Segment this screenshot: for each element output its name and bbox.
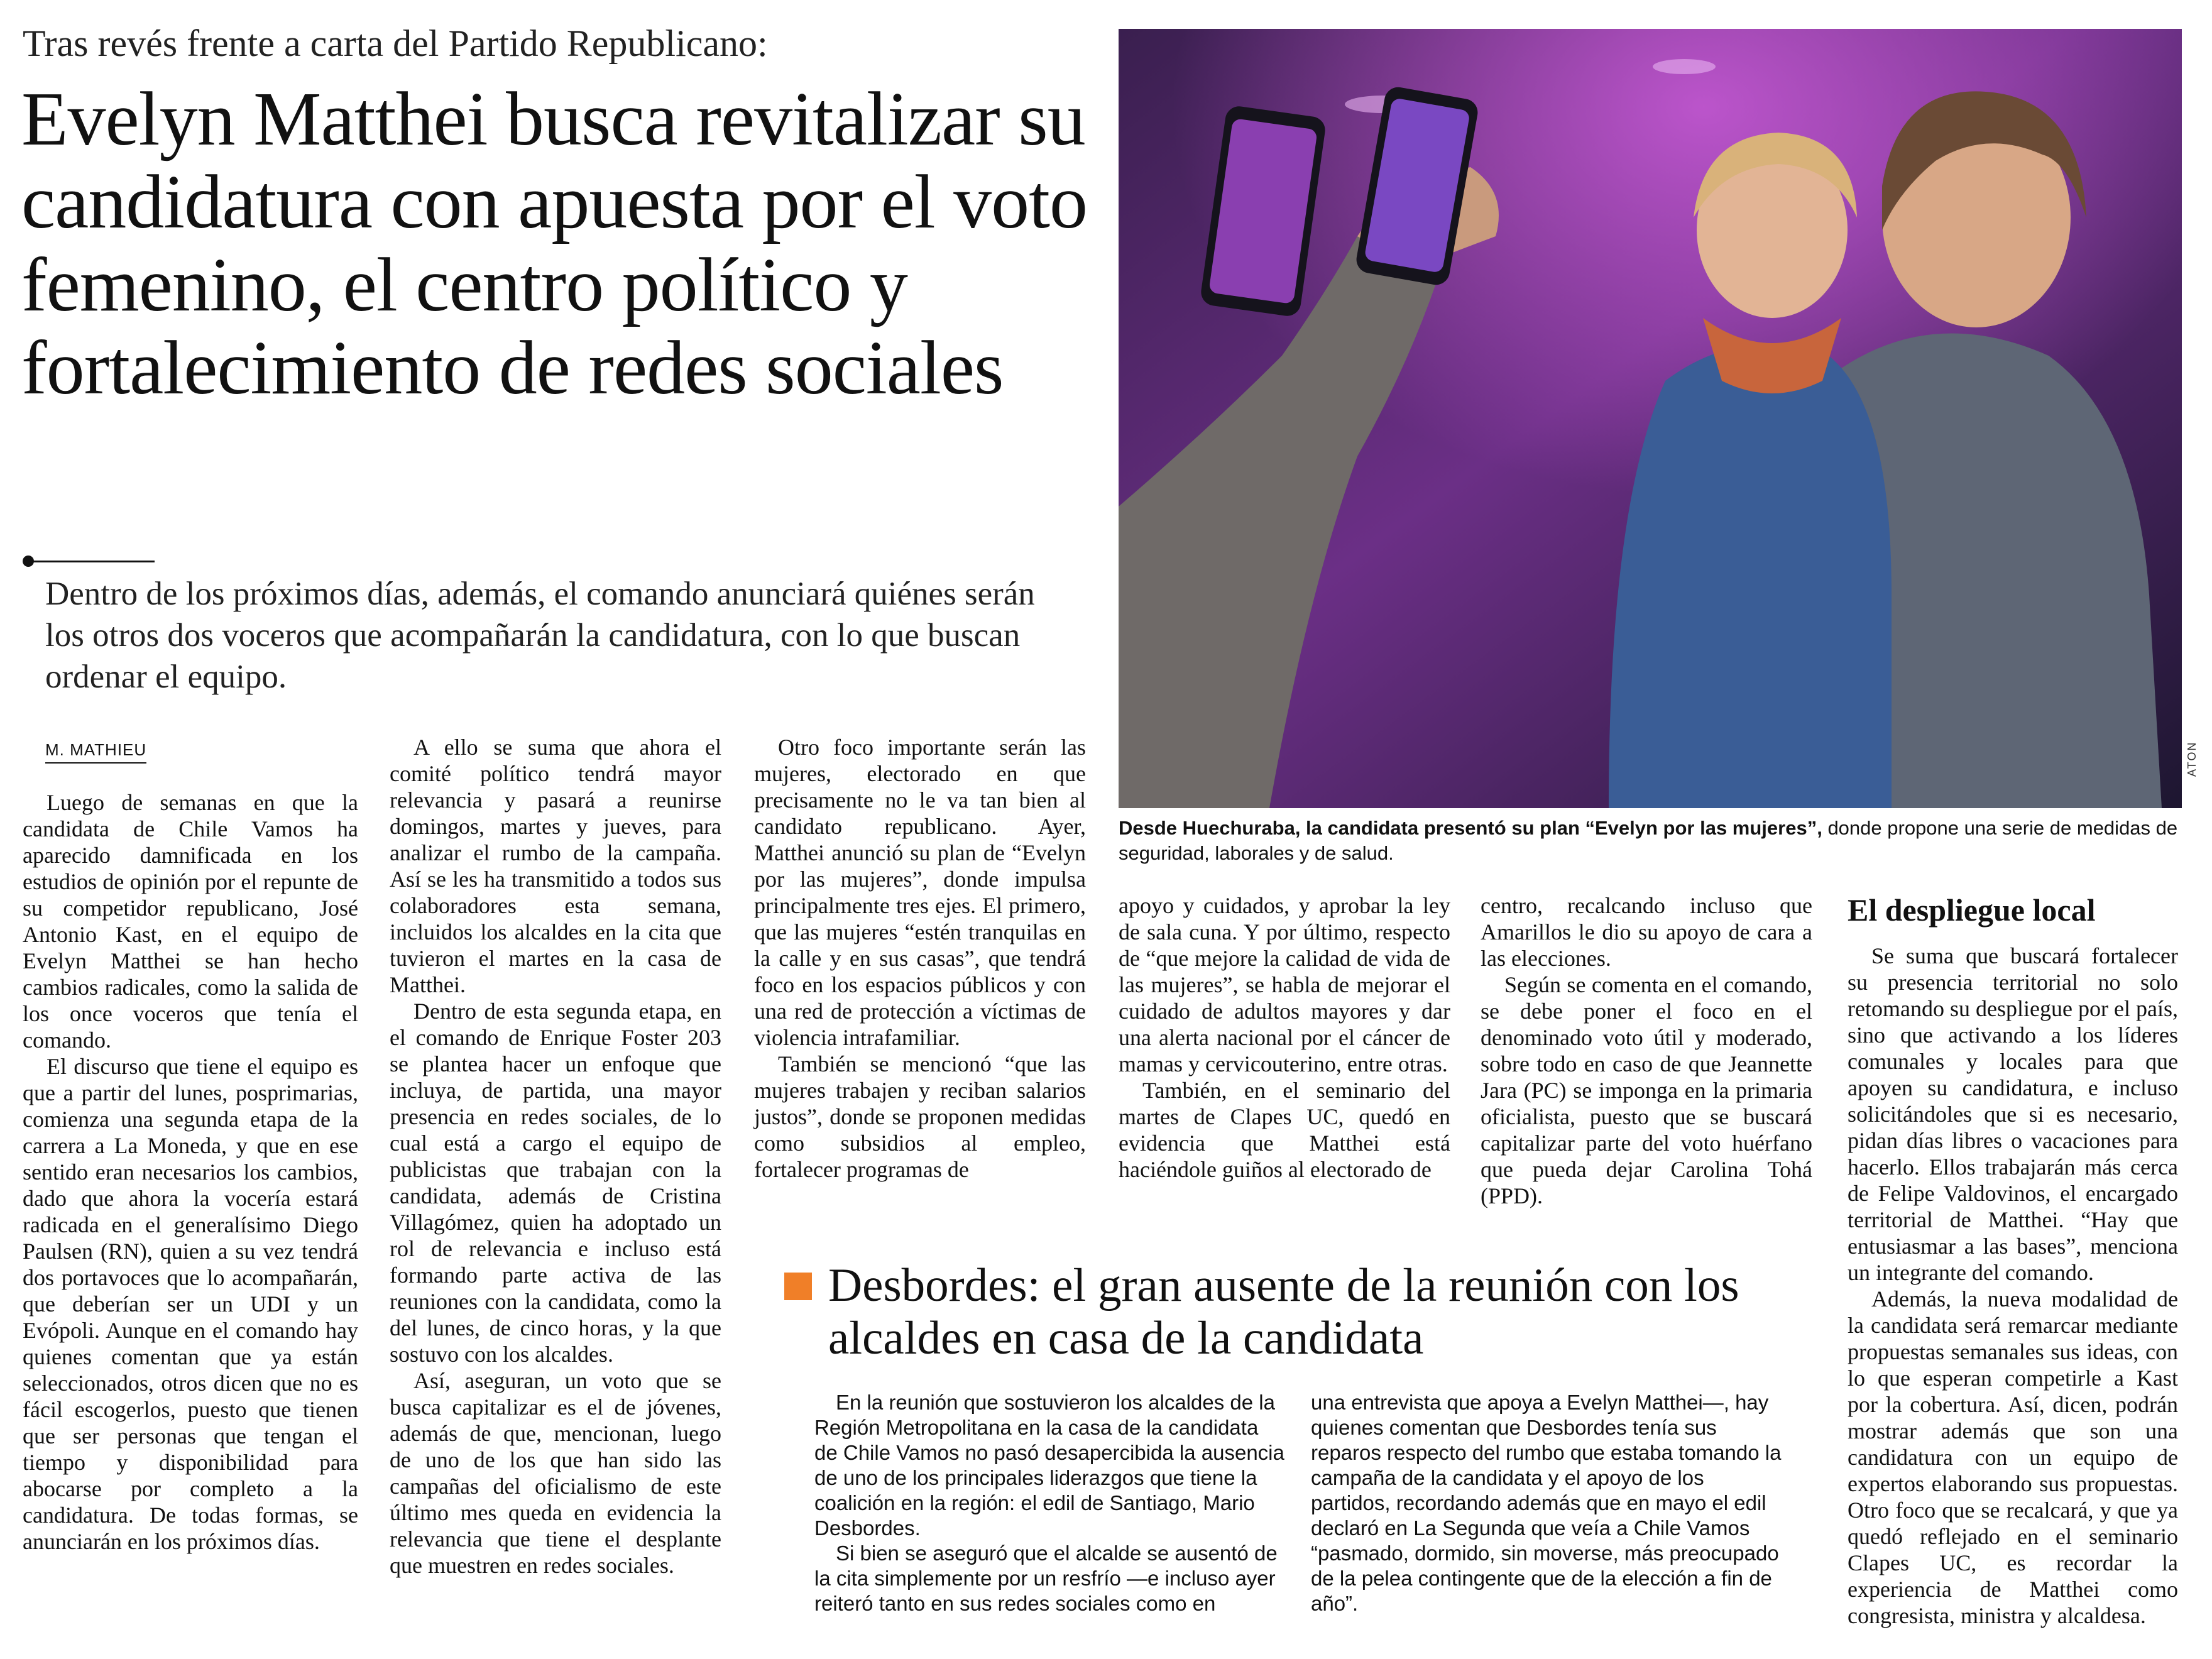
paragraph: centro, recalcando incluso que Amarillos le dio su apoyo de cara a las elecciones.	[1481, 893, 1812, 971]
paragraph: En la reunión que sostuvieron los alcaldes de la Región Metropolitana en la casa de la candidata de Chile Vamos no pasó desapercibida la ausencia de uno de los principales liderazgos que tiene la coalición en la región: el edil de Santiago, Mario Desbordes.	[814, 1391, 1284, 1540]
photo-caption	[1119, 816, 2181, 866]
deck: Dentro de los próximos días, además, el comando anunciará quiénes serán los otros dos voceros que acompañarán la candidatura, con lo que buscan ordenar el equipo.	[45, 576, 1035, 695]
box-title: Desbordes: el gran ausente de la reunión con los alcaldes en casa de la candidata	[828, 1259, 1739, 1364]
box-accent-square	[784, 1273, 812, 1300]
box-column-2	[1311, 1390, 1788, 1616]
rule-line	[31, 561, 155, 562]
body-column-1	[23, 789, 358, 1555]
paragraph: apoyo y cuidados, y aprobar la ley de sala cuna. Y por último, respecto de “que mejore la calidad de vida de las mujeres”, se habla de mejorar el cuidado de adultos mayores y dar una alerta nacional por el cáncer de mamas y cervicouterino, entre otras.	[1119, 893, 1450, 1076]
box-column-1	[814, 1390, 1286, 1616]
body-column-4	[1119, 892, 1450, 1183]
paragraph: Así, aseguran, un voto que se busca capitalizar es el de jóvenes, además de que, mencionan, luego de uno de los que han sido las campañas del oficialismo de este último mes queda en evidencia la relevancia que tiene el desplante que muestren en redes sociales.	[390, 1368, 721, 1578]
paragraph: Luego de semanas en que la candidata de Chile Vamos ha aparecido damnificada en los estudios de opinión por el repunte de su competidor republicano, José Antonio Kast, en el equipo de Evelyn Matthei se han hecho cambios radicales, como la salida de los once voceros que tenía el comando.	[23, 790, 358, 1053]
body-column-5	[1481, 892, 1812, 1209]
paragraph: Dentro de esta segunda etapa, en el comando de Enrique Foster 203 se plantea hacer un enfoque que incluya, de partida, una mayor presencia en redes sociales, de lo cual está a cargo el equipo de publicistas que trabajan con la candidata, además de Cristina Villagómez, quien ha adoptado un rol de relevancia e incluso está formando parte activa de las reuniones con la candidata, como la del lunes, de cinco horas, y la que sostuvo con los alcaldes.	[390, 999, 721, 1367]
sidebar-title: El despliegue local	[1848, 892, 2096, 928]
photo-credit: ATON	[2186, 741, 2198, 777]
body-column-3	[754, 734, 1086, 1183]
paragraph: También, en el seminario del martes de Clapes UC, quedó en evidencia que Matthei está haciéndole guiños al electorado de	[1119, 1078, 1450, 1182]
caption-lead: Desde Huechuraba, la candidata presentó su plan “Evelyn por las mujeres”,	[1119, 817, 1822, 839]
byline: M. MATHIEU	[45, 740, 146, 764]
paragraph: Además, la nueva modalidad de la candidata será remarcar mediante propuestas semanales sus ideas, con lo que esperan competirle a Kast por la cobertura. Así, dicen, podrán mostrar además que son una candidatura con un equipo de expertos elaborando sus propuestas. Otro foco que se recalcará, y que ya quedó reflejado en el seminario Clapes UC, es recordar la experiencia de Matthei como congresista, ministra y alcaldesa.	[1848, 1286, 2178, 1628]
news-photo	[1119, 29, 2182, 808]
paragraph: Otro foco importante serán las mujeres, electorado en que precisamente no le va tan bien al candidato republicano. Ayer, Matthei anunció su plan de “Evelyn por las mujeres”, donde impulsa principalmente tres ejes. El primero, que las mujeres “estén tranquilas en la calle y en sus casas”, que tendrá foco en los espacios públicos y con una red de protección a víctimas de violencia intrafamiliar.	[754, 735, 1086, 1050]
paragraph: A ello se suma que ahora el comité político tendrá mayor relevancia y pasará a reunirse domingos, martes y jueves, para analizar el rumbo de la campaña. Así se les ha transmitido a todos sus colaboradores esta semana, incluidos los alcaldes en la cita que tuvieron el martes en la casa de Matthei.	[390, 735, 721, 997]
paragraph: El discurso que tiene el equipo es que a partir del lunes, posprimarias, comienza una segunda etapa de la carrera a La Moneda, y que en ese sentido eran necesarios los cambios, dado que ahora la vocería estará radicada en el generalísimo Diego Paulsen (RN), quien a su vez tendrá dos portavoces que lo acompañarán, que deberían ser un UDI y un Evópoli. Aunque en el comando hay quienes comentan que ya están seleccionados, otros dicen que no es fácil escogerlos, puesto que tienen que ser personas que tengan el tiempo y disponibilidad para abocarse por completo a la candidatura. De todas formas, se anunciarán en los próximos días.	[23, 1054, 358, 1554]
paragraph: Si bien se aseguró que el alcalde se ausentó de la cita simplemente por un resfrío —e incluso ayer reiteró tanto en sus redes sociales como en	[814, 1541, 1278, 1615]
headline: Evelyn Matthei busca revitalizar su candidatura con apuesta por el voto femenino, el centro político y fortalecimiento de redes sociales	[21, 77, 1088, 410]
kicker: Tras revés frente a carta del Partido Republicano:	[23, 23, 768, 64]
paragraph: Según se comenta en el comando, se debe poner el foco en el denominado voto útil y moderado, sobre todo en caso de que Jeannette Jara (PC) se imponga en la primaria oficialista, puesto que se buscará capitalizar parte del voto huérfano que pueda dejar Carolina Tohá (PPD).	[1481, 972, 1812, 1208]
photo-illustration	[1119, 29, 2182, 808]
sidebar-column	[1848, 943, 2178, 1629]
body-column-2	[390, 734, 721, 1579]
paragraph: También se mencionó “que las mujeres trabajen y reciban salarios justos”, donde se proponen medidas como subsidios al empleo, fortalecer programas de	[754, 1051, 1086, 1182]
paragraph: Se suma que buscará fortalecer su presencia territorial no solo retomando su despliegue por el país, sino que activando a los líderes comunales y locales para que apoyen su candidatura, e incluso solicitándoles que si es necesario, pidan días libres o vacaciones para hacerlo. Ellos trabajarán más cerca de Felipe Valdovinos, el encargado territorial de Matthei. “Hay que entusiasmar a las bases”, menciona un integrante del comando.	[1848, 943, 2178, 1285]
paragraph: una entrevista que apoya a Evelyn Matthei—, hay quienes comentan que Desbordes tenía sus reparos respecto del rumbo que estaba tomando la campaña de la candidata y el apoyo de los partidos, recordando además que en mayo el edil declaró en La Segunda que veía a Chile Vamos “pasmado, dormido, sin moverse, más preocupado de la pelea contingente que de la elección a fin de año”.	[1311, 1391, 1782, 1615]
caption-text: donde propone una serie de medidas de seguridad, laborales y de salud.	[1119, 817, 2178, 864]
